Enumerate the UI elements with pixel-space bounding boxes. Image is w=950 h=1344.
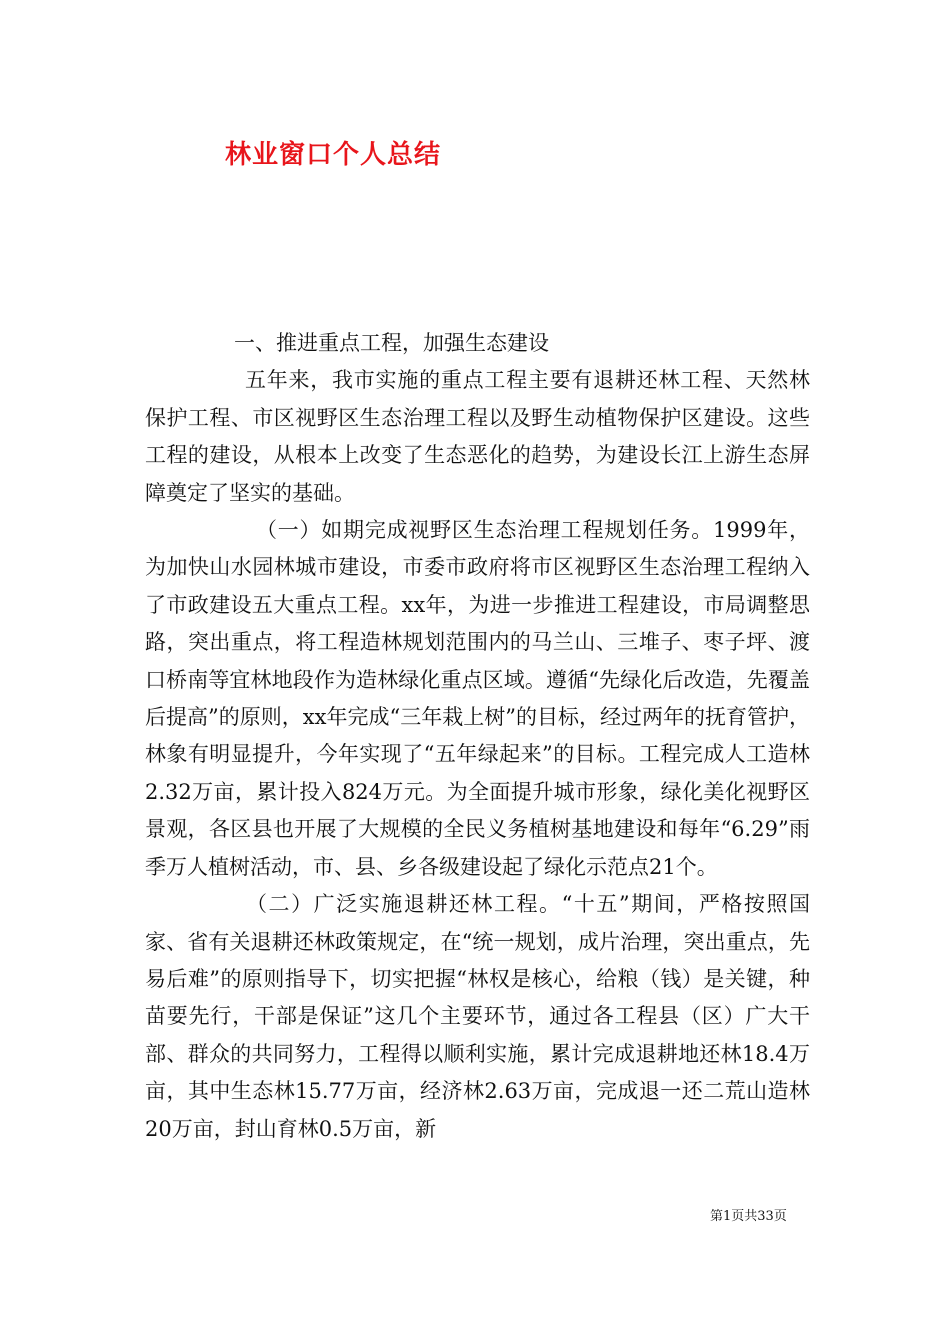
paragraph-grain-for-green: （二）广泛实施退耕还林工程。“十五”期间，严格按照国家、省有关退耕还林政策规定，在“统一规划，成片治理，突出重点，先易后难”的原则指导下，切实把握“林权是核心，给粮（钱）是关键，种苗要先行，干部是保证”这几个主要环节，通过各工程县（区）广大干部、群众的共同努力，工程得以顺利实施，累计完成退耕地还林18.4万亩，其中生态林15.77万亩，经济林2.63万亩，完成退一还二荒山造林20万亩，封山育林0.5万亩，新: [145, 892, 810, 1141]
paragraph-viewshed-project: （一）如期完成视野区生态治理工程规划任务。1999年，为加快山水园林城市建设，市委市政府将市区视野区生态治理工程纳入了市政建设五大重点工程。xx年，为进一步推进工程建设，市局调整思路，突出重点，将工程造林规划范围内的马兰山、三堆子、枣子坪、渡口桥南等宜林地段作为造林绿化重点区域。遵循“先绿化后改造，先覆盖后提高”的原则，xx年完成“三年栽上树”的目标，经过两年的抚育管护，林象有明显提升，今年实现了“五年绿起来”的目标。工程完成人工造林2.32万亩，累计投入824万元。为全面提升城市形象，绿化美化视野区景观，各区县也开展了大规模的全民义务植树基地建设和每年“6.29”雨季万人植树活动，市、县、乡各级建设起了绿化示范点21个。: [145, 518, 810, 879]
section-heading: 一、推进重点工程，加强生态建设: [234, 331, 549, 355]
document-body: [145, 325, 810, 1148]
page-number-footer: 第1页共33页: [710, 1209, 787, 1224]
document-title: 林业窗口个人总结: [225, 140, 442, 170]
paragraph-intro: 五年来，我市实施的重点工程主要有退耕还林工程、天然林保护工程、市区视野区生态治理工程以及野生动植物保护区建设。这些工程的建设，从根本上改变了生态恶化的趋势，为建设长江上游生态屏障奠定了坚实的基础。: [145, 368, 810, 505]
